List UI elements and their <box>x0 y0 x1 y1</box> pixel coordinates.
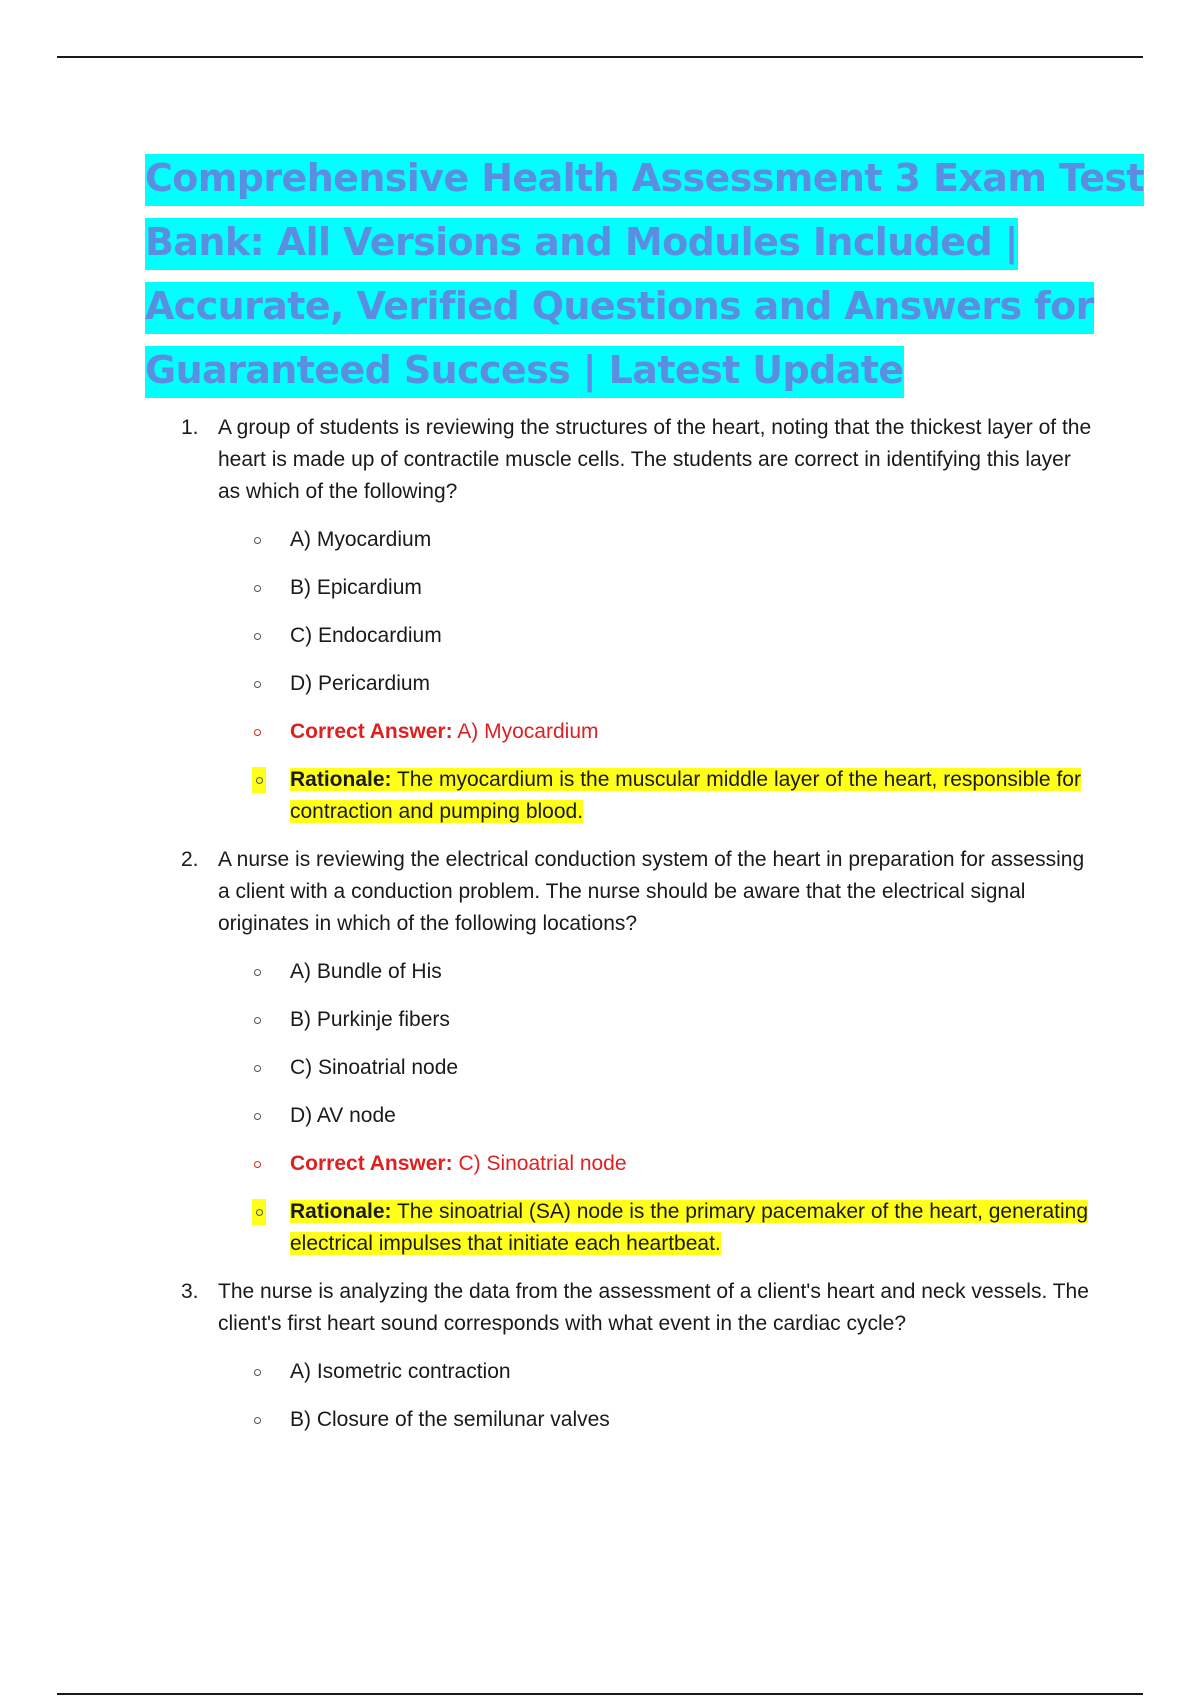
option-d <box>0 1100 1200 1132</box>
circle-bullet-icon <box>254 1065 261 1072</box>
circle-bullet-icon <box>254 969 261 976</box>
circle-bullet-icon <box>254 729 261 736</box>
option-text: A) Bundle of His <box>290 960 442 983</box>
correct-answer-label: Correct Answer: <box>290 1152 453 1175</box>
circle-bullet-icon <box>256 1209 263 1216</box>
correct-answer-value: A) Myocardium <box>457 720 599 743</box>
circle-bullet-icon <box>256 777 263 784</box>
rationale-text: The sinoatrial (SA) node is the primary pacemaker of the heart, generating electrical impulses that initiate each heartbeat. <box>290 1200 1089 1255</box>
circle-bullet-icon <box>254 1369 261 1376</box>
title-highlight: Comprehensive Health Assessment 3 Exam Test Bank: All Versions and Modules Included | Accurate, Verified Questions and Answers for Guaranteed Success | Latest Update <box>145 154 1144 398</box>
option-a <box>0 1356 1200 1388</box>
option-text: D) AV node <box>290 1104 396 1127</box>
circle-bullet-icon <box>254 585 261 592</box>
option-text: C) Endocardium <box>290 624 442 647</box>
rationale <box>0 764 1200 828</box>
circle-bullet-icon <box>254 681 261 688</box>
option-b <box>0 572 1200 604</box>
circle-bullet-icon <box>254 1417 261 1424</box>
option-text: B) Closure of the semilunar valves <box>290 1408 610 1431</box>
document-title <box>145 146 1145 402</box>
footer-rule <box>57 1693 1143 1695</box>
header-rule <box>57 56 1143 58</box>
rationale-label: Rationale: <box>290 768 392 791</box>
option-list <box>0 524 1200 828</box>
rationale-label: Rationale: <box>290 1200 392 1223</box>
correct-answer-label: Correct Answer: <box>290 720 453 743</box>
circle-bullet-icon <box>254 1161 261 1168</box>
question-1 <box>0 412 1200 828</box>
circle-bullet-icon <box>254 537 261 544</box>
option-text: A) Isometric contraction <box>290 1360 511 1383</box>
question-number: 2. <box>181 848 199 871</box>
circle-bullet-icon <box>254 1017 261 1024</box>
option-a <box>0 524 1200 556</box>
option-c <box>0 1052 1200 1084</box>
question-list <box>0 412 1200 1452</box>
circle-bullet-icon <box>254 633 261 640</box>
circle-bullet-icon <box>254 1113 261 1120</box>
rationale-text: The myocardium is the muscular middle layer of the heart, responsible for contraction and pumping blood. <box>290 768 1081 823</box>
option-c <box>0 620 1200 652</box>
question-text: The nurse is analyzing the data from the assessment of a client's heart and neck vessels. The client's first heart sound corresponds with what event in the cardiac cycle? <box>218 1280 1089 1335</box>
question-text: A nurse is reviewing the electrical conduction system of the heart in preparation for assessing a client with a conduction problem. The nurse should be aware that the electrical signal originates in which of the following locations? <box>218 848 1085 935</box>
rationale <box>0 1196 1200 1260</box>
correct-answer <box>0 1148 1200 1180</box>
question-2 <box>0 844 1200 1260</box>
option-a <box>0 956 1200 988</box>
question-number: 3. <box>181 1280 199 1303</box>
option-b <box>0 1404 1200 1436</box>
question-text: A group of students is reviewing the structures of the heart, noting that the thickest layer of the heart is made up of contractile muscle cells. The students are correct in identifying this layer as which of the following? <box>218 416 1092 503</box>
correct-answer-value: C) Sinoatrial node <box>458 1152 627 1175</box>
correct-answer <box>0 716 1200 748</box>
option-text: B) Purkinje fibers <box>290 1008 450 1031</box>
option-list <box>0 956 1200 1260</box>
option-b <box>0 1004 1200 1036</box>
question-number: 1. <box>181 416 199 439</box>
question-3 <box>0 1276 1200 1436</box>
option-d <box>0 668 1200 700</box>
option-text: C) Sinoatrial node <box>290 1056 459 1079</box>
option-list <box>0 1356 1200 1436</box>
option-text: B) Epicardium <box>290 576 422 599</box>
option-text: D) Pericardium <box>290 672 431 695</box>
option-text: A) Myocardium <box>290 528 432 551</box>
